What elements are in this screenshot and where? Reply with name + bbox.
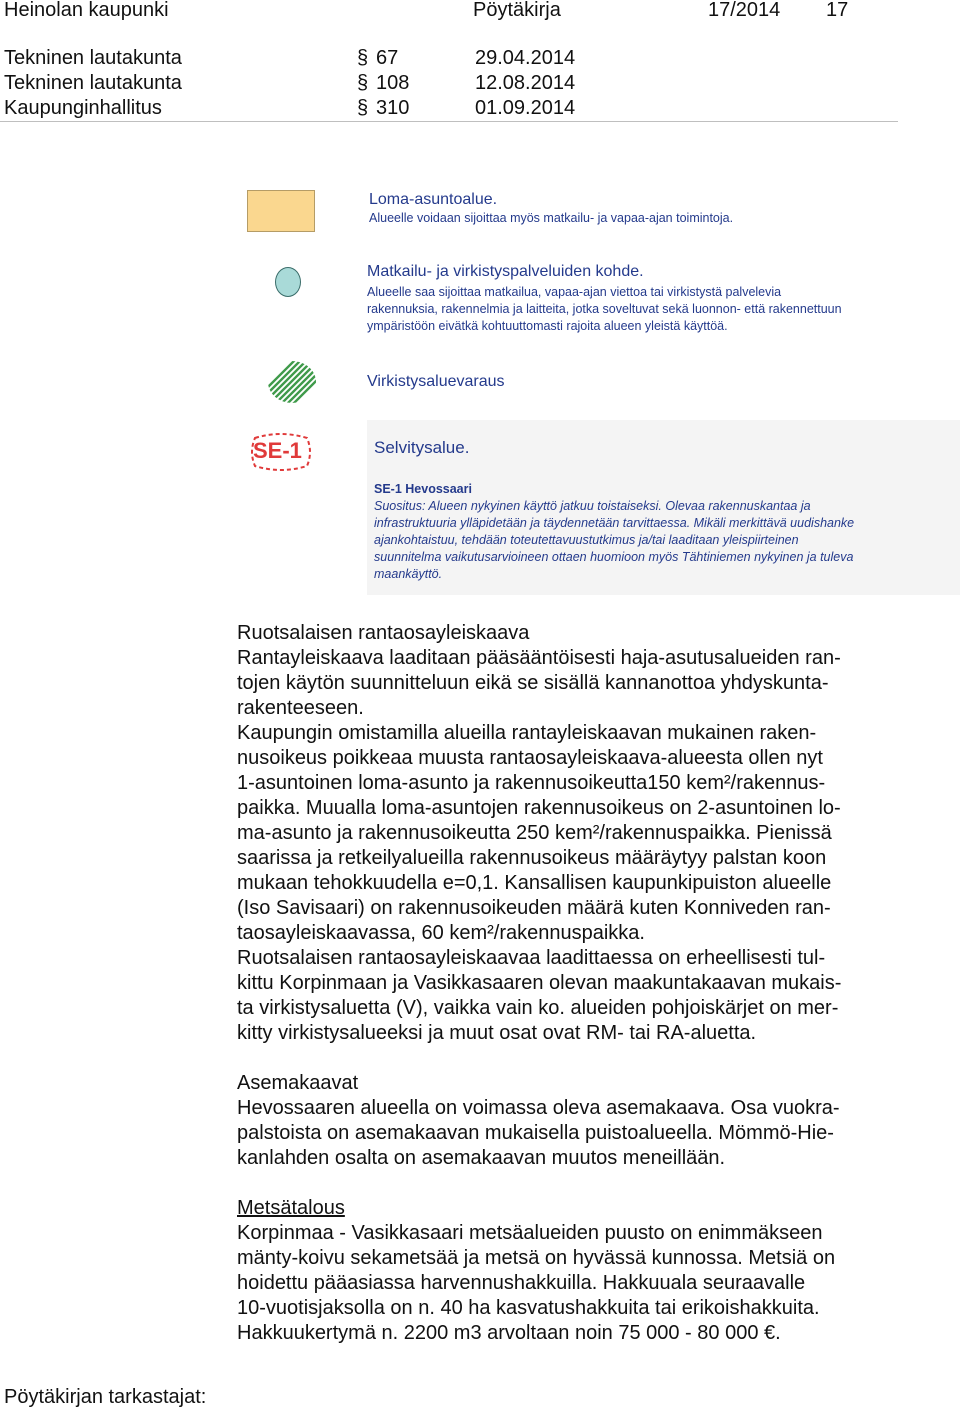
asemakaavat-line: kanlahden osalta on asemakaavan muutos meneillään. [237,1147,726,1169]
asemakaavat-line: Hevossaaren alueella on voimassa oleva asemakaava. Osa vuokra- [237,1097,840,1119]
legend-matkailu-line: rakennuksia, rakennelmia ja laitteita, jotka soveltuvat sekä luonnon- että rakennettuun [367,302,842,316]
legend-se-line: suunnitelma vaikutusarvioineen ottaen huomioon myös Tähtiniemen nykyinen ja tuleva [374,550,854,564]
body-line: Kaupungin omistamilla alueilla rantayleiskaavan mukainen raken- [237,722,817,744]
body-line: paikka. Muualla loma-asuntojen rakennusoikeus on 2-asuntoinen lo- [237,797,841,819]
body-line: ma-asunto ja rakennusoikeutta 250 kem²/rakennuspaikka. Pienissä [237,822,832,844]
meeting-section: 108 [376,72,410,94]
body-line: 1-asuntoinen loma-asunto ja rakennusoikeutta150 kem²/rakennus- [237,772,826,794]
legend-loma-title: Loma-asuntoalue. [369,191,498,208]
legend-se-line: Suositus: Alueen nykyinen käyttö jatkuu toistaiseksi. Olevaa rakennuskantaa ja [374,499,811,513]
virkistysalue-hatch-symbol [267,360,317,404]
body-line: Rantayleiskaava laaditaan pääsääntöisesti haja-asutusalueiden ran- [237,647,841,669]
metsatalous-line: Hakkuukertymä n. 2200 m3 arvoltaan noin 75 000 - 80 000 €. [237,1322,781,1344]
legend-loma-desc: Alueelle voidaan sijoittaa myös matkailu- ja vapaa-ajan toimintoja. [369,211,734,225]
legend-selvitys-title: Selvitysalue. [374,438,470,457]
meeting-section: 67 [376,47,399,69]
meeting-body: Tekninen lautakunta [4,47,182,69]
metsatalous-line: 10-vuotisjaksolla on n. 40 ha kasvatushakkuita tai erikoishakkuita. [237,1297,820,1319]
body-line: rakenteeseen. [237,697,364,719]
loma-asuntoalue-swatch [247,190,315,232]
body-line: nusoikeus poikkeaa muusta rantaosayleiskaava-alueesta ollen nyt [237,747,823,769]
document-type: Pöytäkirja [473,0,561,21]
section-mark: § [357,47,369,69]
metsatalous-line: mänty-koivu sekametsää ja metsä on hyvässä kunnossa. Metsiä on [237,1247,836,1269]
meeting-date: 12.08.2014 [475,72,576,94]
meeting-date: 01.09.2014 [475,97,576,119]
legend-se-line: maankäyttö. [374,567,443,581]
meeting-body: Tekninen lautakunta [4,72,182,94]
legend-virkistys-title: Virkistysaluevaraus [367,373,505,390]
body-line: Ruotsalaisen rantaosayleiskaavaa laadittaessa on erheellisesti tul- [237,947,826,969]
map-legend-image [237,170,960,595]
legend-matkailu-line: Alueelle saa sijoittaa matkailua, vapaa-ajan viettoa tai virkistystä palvelevia [367,285,782,299]
body-line: tojen käytön suunnitteluun eikä se sisällä kannanottoa yhdyskunta- [237,672,829,694]
city-name: Heinolan kaupunki [4,0,169,21]
page-number: 17 [826,0,849,21]
legend-se-heading: SE-1 Hevossaari [374,482,472,496]
body-line: kitty virkistysalueeksi ja muut osat ovat RM- tai RA-aluetta. [237,1022,757,1044]
asemakaavat-line: palstoista on asemakaavan mukaisella puistoalueella. Mömmö-Hie- [237,1122,834,1144]
matkailu-kohde-symbol [275,267,301,297]
body-line: mukaan tehokkuudella e=0,1. Kansallisen kaupunkipuiston alueelle [237,872,832,894]
asemakaavat-heading: Asemakaavat [237,1072,359,1094]
meeting-date: 29.04.2014 [475,47,576,69]
legend-se-line: infrastruktuuria ylläpidetään ja täydennetään tarvittaessa. Mikäli merkittävä uudishanke [374,516,855,530]
meeting-section: 310 [376,97,410,119]
body-line: ta virkistysaluetta (V), vaikka vain ko. alueiden pohjoiskärjet on mer- [237,997,839,1019]
legend-se-line: ajankohtaistuu, tehdään toteutettavuustutkimus ja/tai laaditaan yleispiirteinen [374,533,799,547]
section-mark: § [357,97,369,119]
metsatalous-heading: Metsätalous [237,1197,345,1219]
meeting-body: Kaupunginhallitus [4,97,162,119]
legend-matkailu-title: Matkailu- ja virkistyspalveluiden kohde. [367,263,644,280]
legend-matkailu-line: ympäristöön eivätkä kohtuuttomasti rajoita alueen yleistä käyttöä. [367,319,728,333]
metsatalous-line: Korpinmaa - Vasikkasaari metsäalueiden puusto on enimmäkseen [237,1222,823,1244]
body-line: taosayleiskaavassa, 60 kem²/rakennuspaikka. [237,922,645,944]
metsatalous-line: hoidettu pääasiassa harvennushakkuilla. Hakkuuala seuraavalle [237,1272,806,1294]
footer-reviewers-label: Pöytäkirjan tarkastajat: [4,1386,207,1408]
header-divider [0,121,898,122]
section-mark: § [357,72,369,94]
body-line: Ruotsalaisen rantaosayleiskaava [237,622,530,644]
issue-number: 17/2014 [708,0,781,21]
body-line: (Iso Savisaari) on rakennusoikeuden määrä kuten Konniveden ran- [237,897,831,919]
body-line: kittu Korpinmaan ja Vasikkasaaren olevan maakuntakaavan mukais- [237,972,842,994]
body-line: saarissa ja retkeilyalueilla rakennusoikeus määräytyy palstan koon [237,847,827,869]
se-1-label: SE-1 [253,438,302,463]
